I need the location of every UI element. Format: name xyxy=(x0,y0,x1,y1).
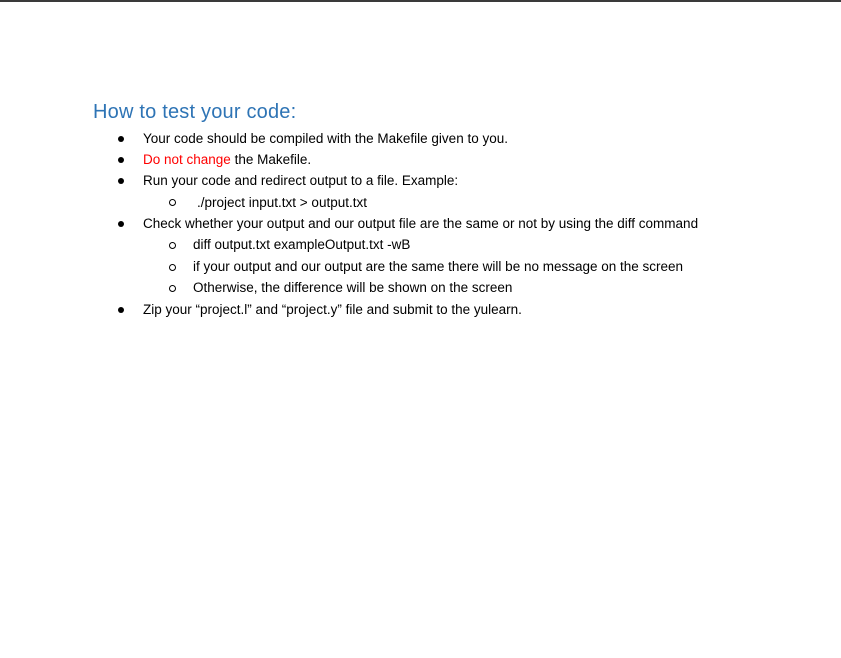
bullet-circle-icon xyxy=(169,264,176,271)
bullet-dot-icon xyxy=(118,221,124,227)
sub-item-diff-command: diff output.txt exampleOutput.txt -wB xyxy=(193,237,411,252)
sub-item-example-command: ./project input.txt > output.txt xyxy=(197,195,367,210)
sub-item-same-output: if your output and our output are the same there will be no message on the screen xyxy=(193,259,684,274)
bullet-dot-icon xyxy=(118,178,124,184)
list-item-do-not-change xyxy=(143,151,311,169)
sub-item-difference-shown: Otherwise, the difference will be shown on the screen xyxy=(193,280,513,295)
bullet-dot-icon xyxy=(118,307,124,313)
bullet-circle-icon xyxy=(169,285,176,292)
list-item-run: Run your code and redirect output to a file. Example: xyxy=(143,173,459,188)
bullet-circle-icon xyxy=(169,242,176,249)
bullet-dot-icon xyxy=(118,136,124,142)
list-item-compile: Your code should be compiled with the Makefile given to you. xyxy=(143,131,508,146)
section-heading: How to test your code: xyxy=(93,101,297,123)
bullet-circle-icon xyxy=(169,199,176,206)
list-item-text: the Makefile. xyxy=(230,152,312,167)
emphasis-text: Do not change xyxy=(143,152,231,167)
list-item-zip-submit: Zip your “project.l” and “project.y” file and submit to the yulearn. xyxy=(143,302,522,317)
bullet-dot-icon xyxy=(118,157,124,163)
page-top-border xyxy=(0,0,841,2)
list-item-check-diff: Check whether your output and our output file are the same or not by using the diff command xyxy=(143,216,699,231)
